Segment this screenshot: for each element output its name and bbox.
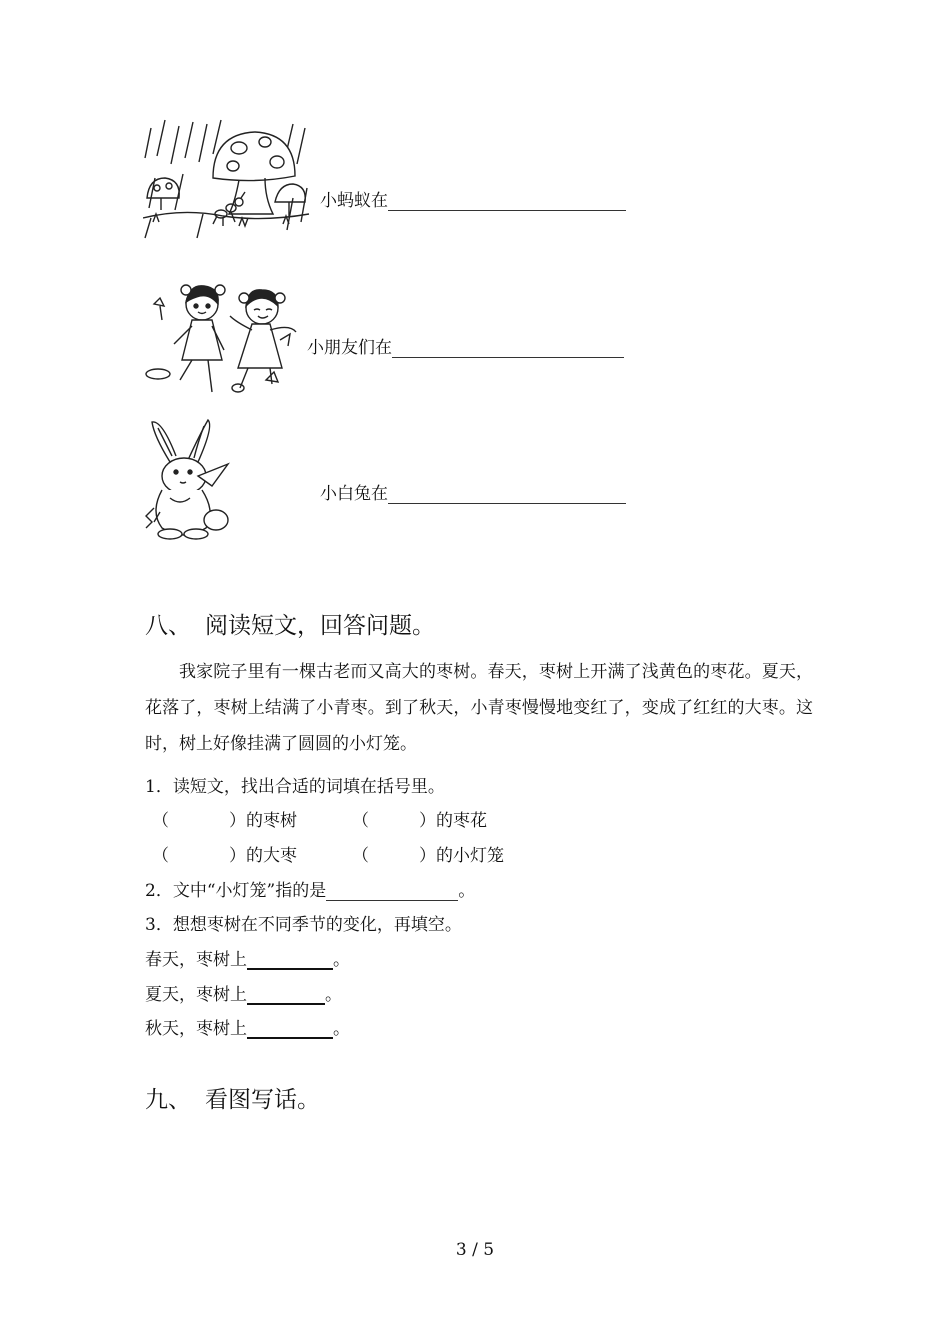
q1-row-2-item-1: （ ）的大枣 (152, 846, 297, 866)
season-summer: 夏天，枣树上 。 (145, 985, 342, 1005)
answer-blank[interactable] (388, 486, 626, 504)
q1-row-1-item-2: （ ）的枣花 (352, 811, 487, 831)
answer-blank[interactable] (247, 951, 333, 970)
answer-blank[interactable] (392, 340, 624, 358)
children-playing-illustration (140, 280, 302, 402)
picture-item-rabbit (320, 479, 626, 504)
section-9-heading (145, 1081, 320, 1114)
section-title: 看图写话。 (205, 1087, 320, 1113)
picture-item-label: 小朋友们在 (307, 338, 392, 358)
page-number: 3 / 5 (455, 1240, 495, 1260)
question-2: 2．文中“小灯笼”指的是 。 (145, 881, 476, 901)
section-8-heading (145, 607, 435, 640)
picture-item-label: 小蚂蚁在 (320, 191, 388, 211)
answer-blank[interactable] (247, 986, 325, 1005)
reading-passage: 我家院子里有一棵古老而又高大的枣树。春天，枣树上开满了浅黄色的枣花。夏天，花落了，枣树上结满了小青枣。到了秋天，小青枣慢慢地变红了，变成了红红的大枣。这时，树上好像挂满了圆圆的小灯笼。 (145, 662, 813, 754)
picture-item-children (307, 333, 624, 358)
answer-blank[interactable] (247, 1020, 333, 1039)
q1-row-1-item-1: （ ）的枣树 (152, 811, 297, 831)
question-1: 1．读短文，找出合适的词填在括号里。 (145, 777, 445, 797)
picture-item-ant (320, 186, 626, 211)
picture-item-label: 小白兔在 (320, 484, 388, 504)
question-3: 3．想想枣树在不同季节的变化，再填空。 (145, 915, 462, 935)
q1-row-2-item-2: （ ）的小灯笼 (352, 846, 504, 866)
section-number: 八、 (145, 613, 191, 639)
season-autumn: 秋天，枣树上 。 (145, 1019, 350, 1039)
rabbit-carrot-illustration (140, 416, 236, 544)
answer-blank[interactable] (388, 193, 626, 211)
answer-blank[interactable] (326, 883, 458, 901)
section-number: 九、 (145, 1087, 191, 1113)
section-title: 阅读短文，回答问题。 (205, 613, 435, 639)
ant-mushroom-rain-illustration (143, 118, 311, 240)
season-spring: 春天，枣树上 。 (145, 950, 350, 970)
